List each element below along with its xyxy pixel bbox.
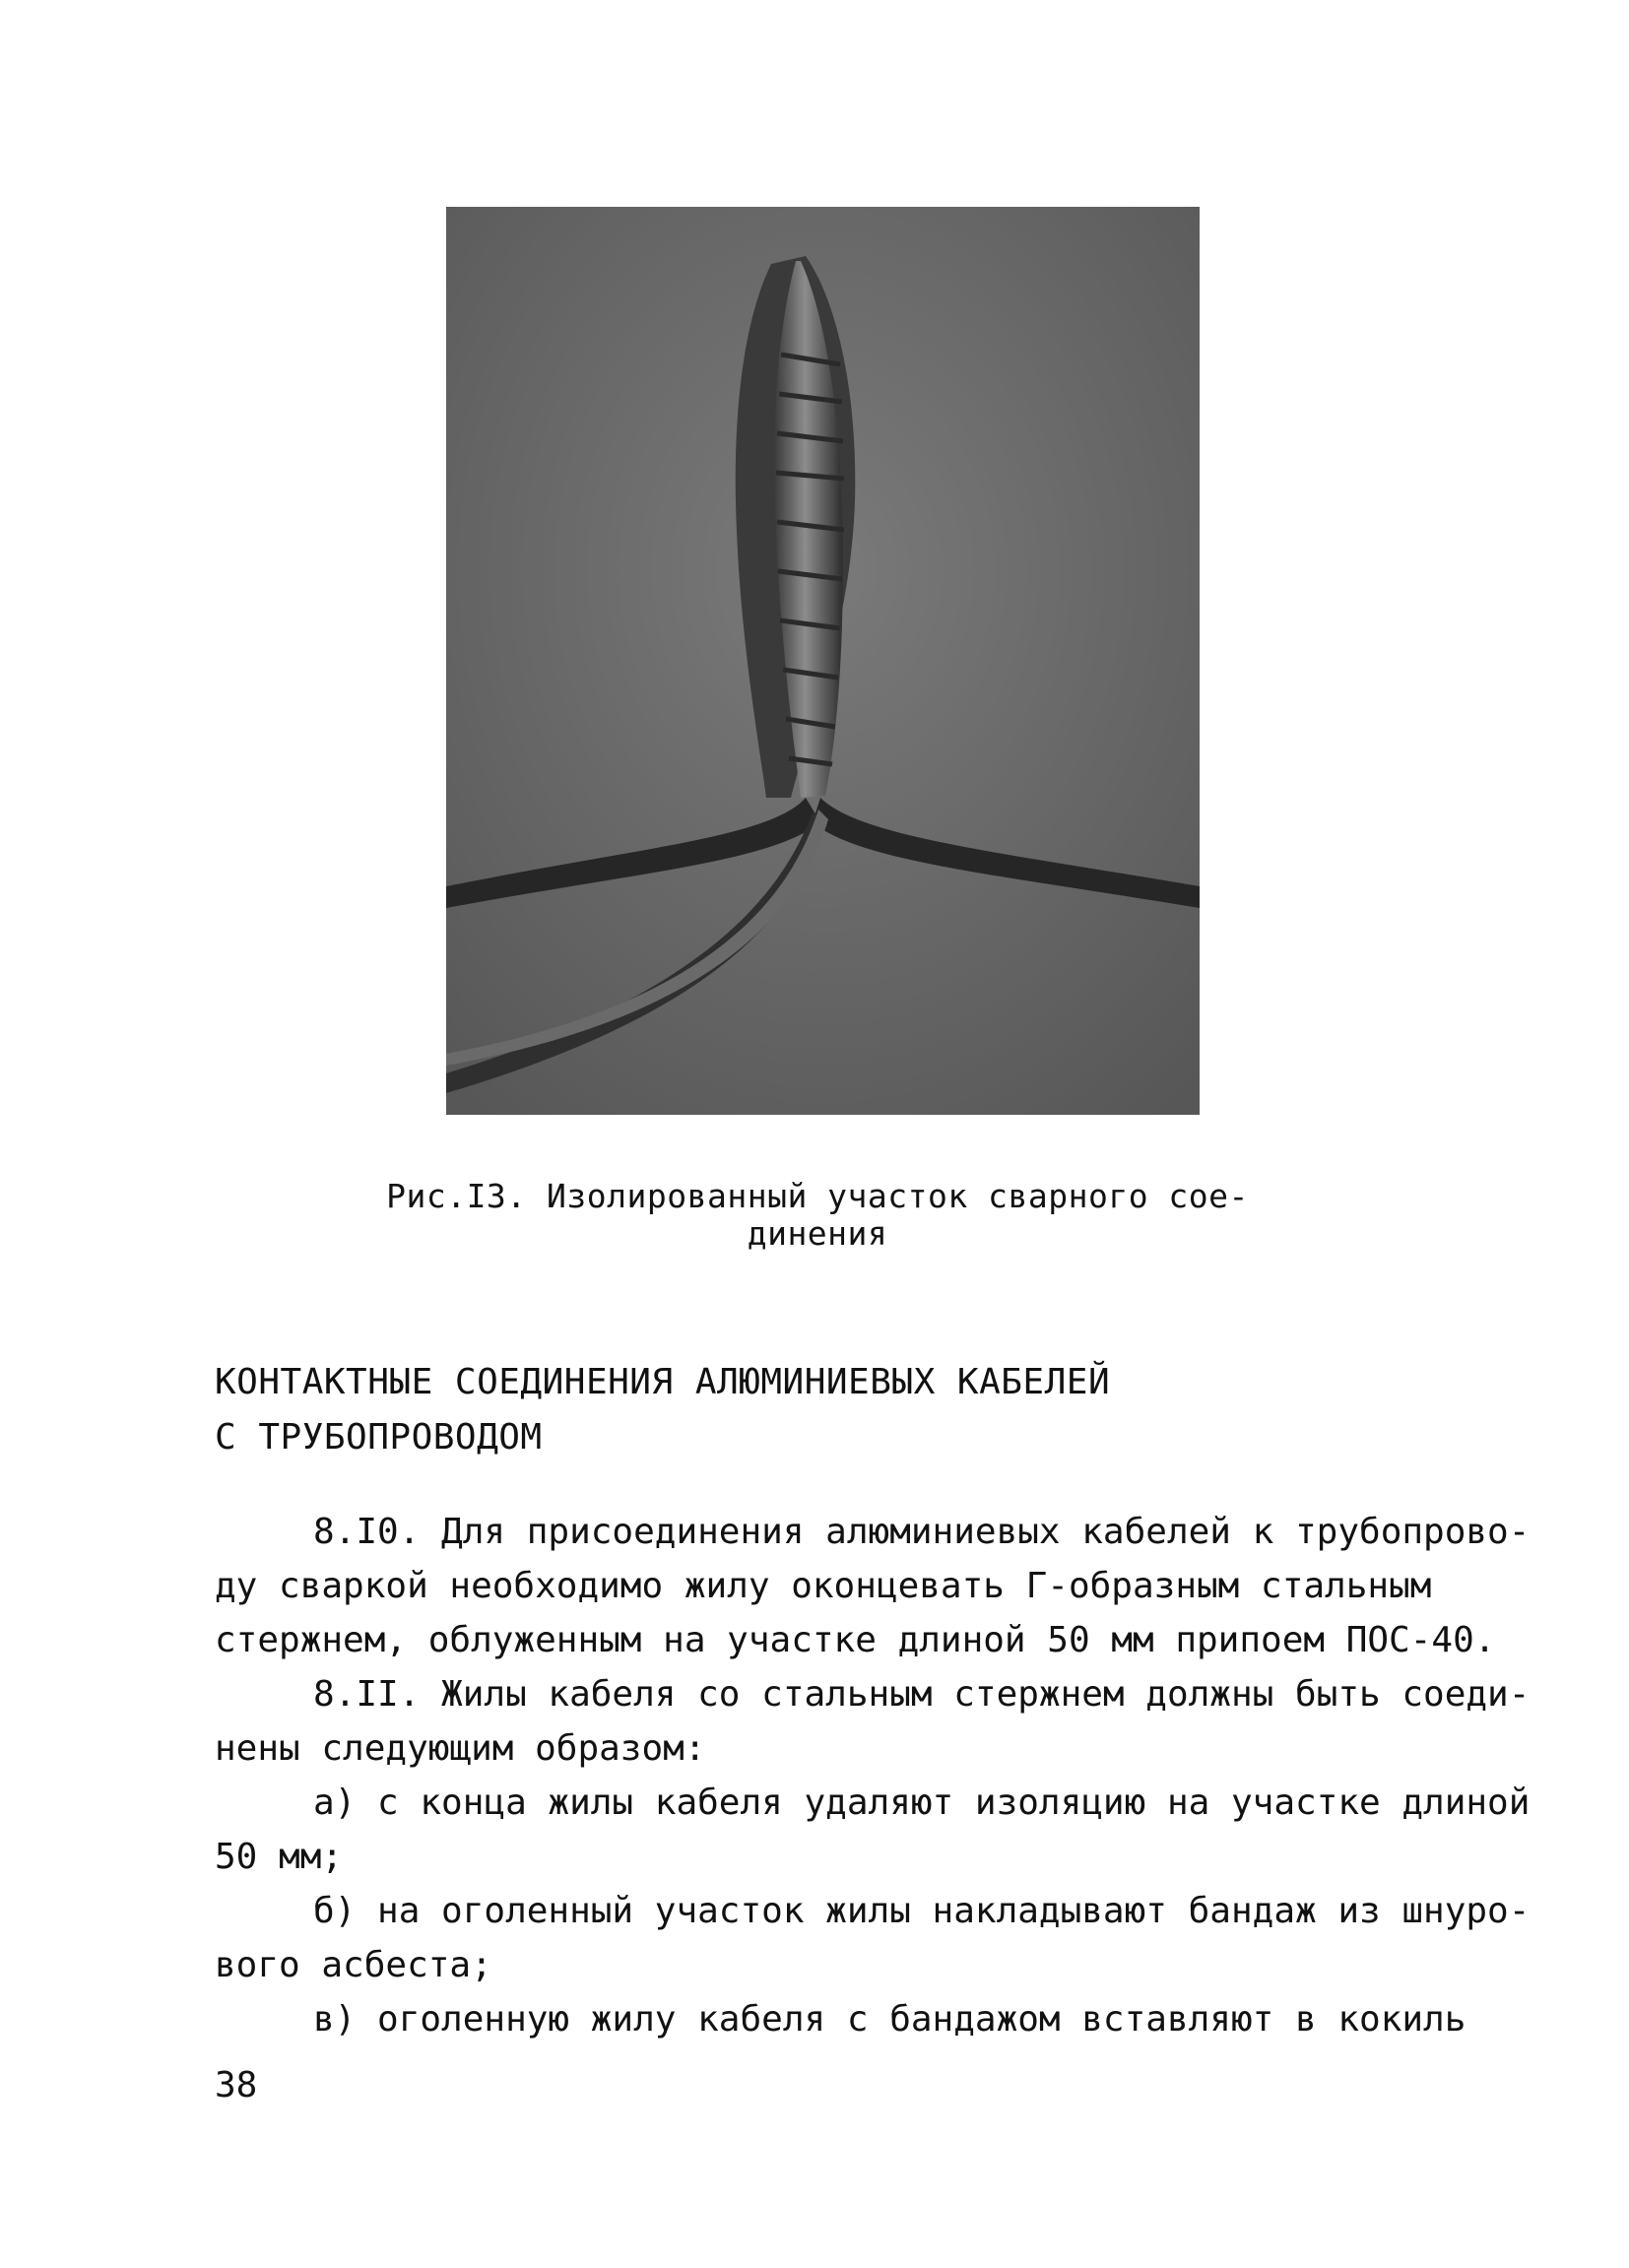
caption-line-1: Рис.I3. Изолированный участок сварного сое- <box>386 1177 1249 1215</box>
caption-line-2: динения <box>747 1214 888 1253</box>
body-line: в) оголенную жилу кабеля с бандажом вставляют в кокиль <box>313 1999 1466 2040</box>
heading-line-1: КОНТАКТНЫЕ СОЕДИНЕНИЯ АЛЮМИНИЕВЫХ КАБЕЛЕЙ <box>215 1362 1111 1402</box>
figure-caption <box>355 1178 1280 1253</box>
page-number: 38 <box>215 2065 258 2106</box>
body-line: 8.I0. Для присоединения алюминиевых кабелей к трубопрово- <box>313 1512 1531 1552</box>
body-line: б) на оголенный участок жилы накладывают бандаж из шнуро- <box>313 1891 1531 1931</box>
body-line: ду сваркой необходимо жилу оконцевать Г-образным стальным <box>215 1566 1432 1606</box>
body-line: нены следующим образом: <box>215 1728 706 1769</box>
body-text <box>215 1505 1531 2046</box>
cable-joint-photo-icon <box>446 207 1200 1115</box>
heading-line-2: С ТРУБОПРОВОДОМ <box>215 1417 543 1458</box>
figure-photo <box>446 207 1200 1115</box>
body-line: а) с конца жилы кабеля удаляют изоляцию на участке длиной <box>313 1782 1531 1823</box>
body-line: 8.II. Жилы кабеля со стальным стержнем должны быть соеди- <box>313 1674 1531 1715</box>
body-line: стержнем, облуженным на участке длиной 50 мм припоем ПОС-40. <box>215 1620 1496 1660</box>
body-line: 50 мм; <box>215 1837 344 1877</box>
body-line: вого асбеста; <box>215 1945 492 1985</box>
section-heading <box>215 1355 1110 1465</box>
